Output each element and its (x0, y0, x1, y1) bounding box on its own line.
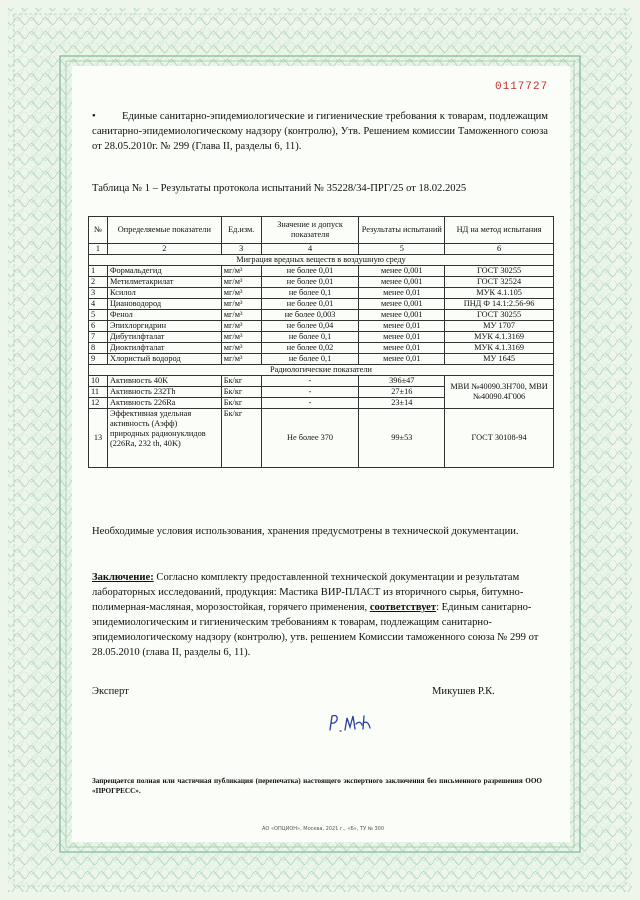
expert-signature (326, 710, 376, 736)
table-header-row (89, 217, 554, 244)
cell-result: 99±53 (359, 409, 445, 468)
requirements-text: Единые санитарно-эпидемиологические и гигиенические требования к товарам, подлежащим санитарно-эпидемиологическому надзору (контролю), Утв. Решением комиссии Таможенного союза от 28.05.2010г. № 299 (Глава II, разделы 6, 11). (92, 111, 548, 152)
column-number-row (89, 244, 554, 255)
header-cell: № (89, 217, 108, 244)
table-row (89, 321, 554, 332)
cell-result: менее 0,01 (359, 354, 445, 365)
cell-result: менее 0,001 (359, 310, 445, 321)
cell-result: менее 0,001 (359, 266, 445, 277)
cell-norm: не более 0,1 (261, 354, 359, 365)
cell-unit: мг/м³ (221, 299, 261, 310)
cell-method: МУК 4.1.3169 (445, 332, 554, 343)
column-number: 4 (261, 244, 359, 255)
cell-method: МУ 1707 (445, 321, 554, 332)
cell-number: 13 (89, 409, 108, 468)
cell-result: 396±47 (359, 376, 445, 387)
table-row (89, 299, 554, 310)
cell-number: 5 (89, 310, 108, 321)
cell-indicator: Ксилол (107, 288, 221, 299)
column-number: 1 (89, 244, 108, 255)
header-cell: Значение и допуск показателя (261, 217, 359, 244)
section-row-radiology (89, 365, 554, 376)
conditions-paragraph: Необходимые условия использования, хранения предусмотрены в технической документации. (92, 526, 519, 537)
publication-notice: Запрещается полная или частичная публикация (перепечатка) настоящего экспертного заключения без письменного разрешения ООО «ПРОГРЕСС». (92, 777, 542, 795)
cell-unit: мг/м³ (221, 332, 261, 343)
cell-result: менее 0,01 (359, 321, 445, 332)
cell-number: 3 (89, 288, 108, 299)
requirements-paragraph (92, 110, 548, 154)
table-row (89, 266, 554, 277)
results-table (88, 216, 554, 468)
cell-norm: не более 0,1 (261, 332, 359, 343)
cell-indicator: Активность 232Th (107, 387, 221, 398)
cell-method: МУК 4.1.105 (445, 288, 554, 299)
cell-number: 2 (89, 277, 108, 288)
cell-unit: мг/м³ (221, 321, 261, 332)
cell-method: ГОСТ 30255 (445, 266, 554, 277)
header-cell: Ед.изм. (221, 217, 261, 244)
cell-norm: не более 0,04 (261, 321, 359, 332)
section-row-migration (89, 255, 554, 266)
cell-indicator: Хлористый водород (107, 354, 221, 365)
header-cell: Результаты испытаний (359, 217, 445, 244)
cell-indicator: Метилметакрилат (107, 277, 221, 288)
cell-unit: мг/м³ (221, 310, 261, 321)
cell-number: 7 (89, 332, 108, 343)
cell-number: 10 (89, 376, 108, 387)
cell-unit: мг/м³ (221, 343, 261, 354)
cell-result: 23±14 (359, 398, 445, 409)
column-number: 2 (107, 244, 221, 255)
cell-norm: - (261, 398, 359, 409)
table-caption: Таблица № 1 – Результаты протокола испытаний № 35228/34-ПРГ/25 от 18.02.2025 (92, 183, 467, 194)
bullet-marker: • (92, 111, 96, 122)
serial-number: 0117727 (495, 81, 549, 93)
cell-unit: мг/м³ (221, 288, 261, 299)
cell-indicator: Дибутилфталат (107, 332, 221, 343)
conformity-label: соответствует (369, 602, 437, 613)
table-row (89, 277, 554, 288)
cell-result: менее 0,001 (359, 277, 445, 288)
header-cell: Определяемые показатели (107, 217, 221, 244)
expert-label: Эксперт (92, 686, 129, 697)
cell-number: 12 (89, 398, 108, 409)
cell-norm: Не более 370 (261, 409, 359, 468)
cell-unit: Бк/кг (221, 398, 261, 409)
table-row (89, 332, 554, 343)
printer-imprint: АО «ОПЦИОН», Москва, 2021 г., «Б», ТУ № 300 (262, 826, 385, 832)
cell-indicator: Эпихлоргидрин (107, 321, 221, 332)
expert-name: Микушев Р.К. (432, 686, 495, 697)
section-title: Радиологические показатели (89, 365, 554, 376)
cell-result: менее 0,01 (359, 332, 445, 343)
cell-indicator: Формальдегид (107, 266, 221, 277)
cell-number: 8 (89, 343, 108, 354)
table-row (89, 288, 554, 299)
conclusion-text-1: Согласно комплекту предоставленной технической документации и результатам лабораторных исследований, продукция: Мастика ВИР-ПЛАСТ из вторичного сырья, битумно-полимерная-масляная, морозостойкая, горячего применения, (92, 572, 524, 613)
table-row (89, 310, 554, 321)
cell-indicator: Эффективная удельная активность (Аэфф) природных радионуклидов (226Ra, 232 th, 40K) (107, 409, 221, 468)
conclusion-label: Заключение: (92, 572, 154, 583)
cell-indicator: Активность 226Ra (107, 398, 221, 409)
cell-method: ГОСТ 30108-94 (445, 409, 554, 468)
table-row (89, 354, 554, 365)
cell-method: МУК 4.1.3169 (445, 343, 554, 354)
cell-result: менее 0,01 (359, 288, 445, 299)
cell-unit: Бк/кг (221, 409, 261, 468)
cell-number: 1 (89, 266, 108, 277)
conclusion-paragraph (92, 570, 548, 660)
cell-norm: не более 0,1 (261, 288, 359, 299)
cell-result: 27±16 (359, 387, 445, 398)
cell-unit: Бк/кг (221, 387, 261, 398)
cell-norm: не более 0,01 (261, 277, 359, 288)
cell-unit: Бк/кг (221, 376, 261, 387)
cell-method: МВИ №40090.3Н700, МВИ №40090.4Г006 (445, 376, 554, 409)
cell-indicator: Диоктилфталат (107, 343, 221, 354)
table-row (89, 376, 554, 387)
cell-indicator: Активность 40K (107, 376, 221, 387)
cell-indicator: Фенол (107, 310, 221, 321)
cell-number: 9 (89, 354, 108, 365)
cell-indicator: Циановодород (107, 299, 221, 310)
cell-method: МУ 1645 (445, 354, 554, 365)
column-number: 6 (445, 244, 554, 255)
table-row (89, 343, 554, 354)
column-number: 3 (221, 244, 261, 255)
cell-norm: не более 0,003 (261, 310, 359, 321)
table-row (89, 409, 554, 468)
cell-method: ГОСТ 32524 (445, 277, 554, 288)
column-number: 5 (359, 244, 445, 255)
cell-number: 6 (89, 321, 108, 332)
cell-number: 11 (89, 387, 108, 398)
cell-norm: не более 0,02 (261, 343, 359, 354)
conclusion-text-2: : Единым санитарно-эпидемиологическим и гигиеническим требованиям к товарам, подлежащим санитарно-эпидемиологическому надзору (контролю), утв. решением Комиссии таможенного союза № 299 от 28.05.2010 (глава II, разделы 6, 11). (92, 602, 539, 658)
cell-norm: не более 0,01 (261, 266, 359, 277)
migration-rows (89, 266, 554, 365)
cell-method: ПНД Ф 14.1:2.56-96 (445, 299, 554, 310)
cell-norm: - (261, 387, 359, 398)
cell-norm: не более 0,01 (261, 299, 359, 310)
section-title: Миграция вредных веществ в воздушную среду (89, 255, 554, 266)
header-cell: НД на метод испытания (445, 217, 554, 244)
cell-result: менее 0,001 (359, 299, 445, 310)
cell-unit: мг/м³ (221, 277, 261, 288)
cell-result: менее 0,01 (359, 343, 445, 354)
cell-unit: мг/м³ (221, 354, 261, 365)
cell-number: 4 (89, 299, 108, 310)
cell-norm: - (261, 376, 359, 387)
cell-method: ГОСТ 30255 (445, 310, 554, 321)
cell-unit: мг/м³ (221, 266, 261, 277)
